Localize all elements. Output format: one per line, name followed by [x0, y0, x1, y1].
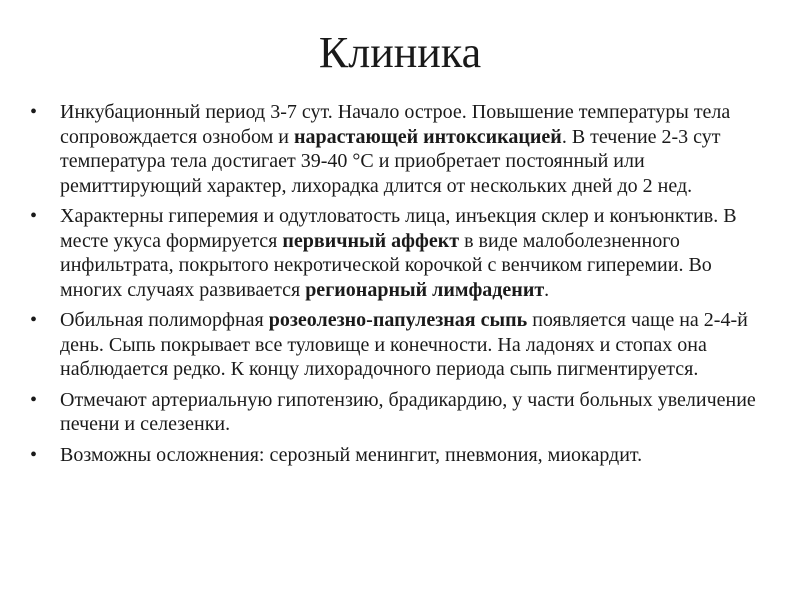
- bullet-emphasis: первичный аффект: [282, 229, 460, 252]
- bullet-text: [60, 205, 737, 301]
- bullet-text: [60, 101, 730, 197]
- bullet-dot-icon: •: [30, 205, 38, 227]
- bullet-segment: Инкубационный период 3-7 сут. Начало острое. Повышение температуры тела сопровождается ознобом и: [60, 101, 731, 148]
- bullet-item: [30, 443, 775, 468]
- slide-title: Клиника: [318, 28, 482, 77]
- bullet-dot-icon: •: [30, 101, 38, 123]
- bullet-emphasis: нарастающей интоксикацией: [293, 125, 562, 148]
- bullet-text: [60, 389, 756, 436]
- bullet-segment: .: [544, 278, 550, 301]
- bullet-emphasis: розеолезно-папулезная сыпь: [268, 309, 528, 331]
- bullet-segment: Возможны осложнения: серозный менингит, пневмония, миокардит.: [60, 443, 643, 466]
- bullet-segment: Характерны гиперемия и одутловатость лица, инъекция склер и конъюнктив. В месте укуса формируется: [60, 205, 737, 252]
- bullet-text: [60, 309, 748, 380]
- bullet-item: [30, 100, 775, 198]
- bullet-emphasis: регионарный лимфаденит: [305, 278, 545, 301]
- bullet-text: [60, 444, 642, 466]
- bullet-dot-icon: •: [30, 388, 38, 411]
- bullet-segment: в виде малоболезненного инфильтрата, покрытого некротической корочкой с венчиком гиперемии. Во многих случаях развивается: [60, 229, 712, 301]
- bullet-segment: . В течение 2-3 сут температура тела достигает 39-40 °С и приобретает постоянный или ремиттирующий характер, лихорадка длится от нескольких дней до 2 нед.: [60, 125, 721, 197]
- bullet-item: [30, 308, 775, 382]
- bullet-dot-icon: •: [30, 309, 38, 331]
- bullet-segment: Обильная полиморфная: [60, 309, 269, 331]
- bullet-item: [30, 388, 775, 437]
- bullet-item: [30, 204, 775, 302]
- bullet-segment: Отмечают артериальную гипотензию, брадикардию, у части больных увеличение печени и селезенки.: [60, 388, 756, 435]
- bullet-segment: появляется чаще на 2-4-й день. Сыпь покрывает все туловище и конечности. На ладонях и стопах она наблюдается редко. К концу лихорадочного периода сыпь пигментируется.: [60, 309, 748, 380]
- bullet-list: [30, 100, 775, 473]
- bullet-dot-icon: •: [30, 443, 38, 466]
